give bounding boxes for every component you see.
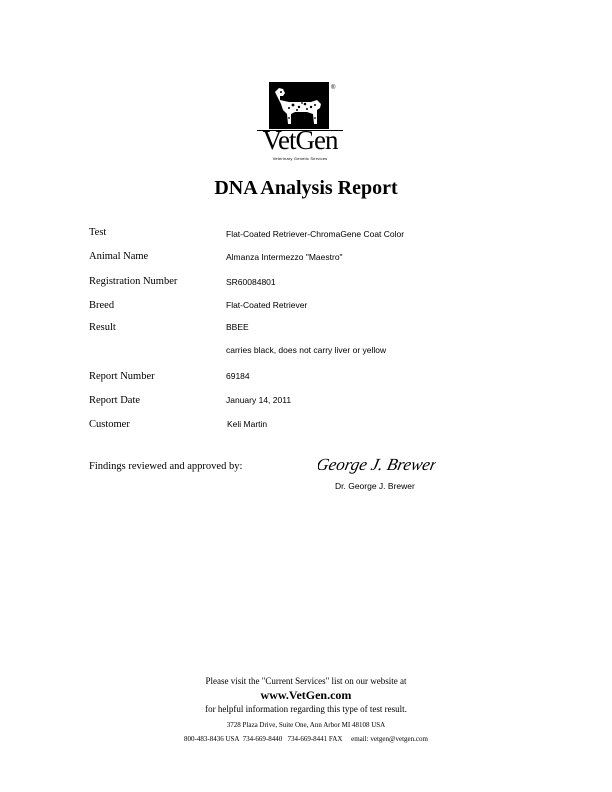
brand-name: VetGen <box>262 125 338 155</box>
result-value: BBEE <box>226 322 249 332</box>
footer-website[interactable]: www.VetGen.com <box>260 688 352 702</box>
signature-image <box>318 449 436 477</box>
result-note: carries black, does not carry liver or yellow <box>226 345 387 355</box>
registration-number-value: SR60084801 <box>226 277 276 287</box>
signer-name: Dr. George J. Brewer <box>335 481 415 491</box>
customer-value: Keli Martin <box>227 419 268 429</box>
report-number-label: Report Number <box>89 371 155 382</box>
footer-contact: 800-483-8436 USA 734-669-8440 734-669-8441 FAX email: vetgen@vetgen.com <box>184 735 428 743</box>
test-label: Test <box>89 227 107 238</box>
animal-name-label: Animal Name <box>89 251 149 262</box>
signature <box>318 449 436 477</box>
report-date-label: Report Date <box>89 395 141 406</box>
customer-label: Customer <box>89 419 130 430</box>
test-value: Flat-Coated Retriever-ChromaGene Coat Color <box>226 229 405 239</box>
dalmatian-dog-icon <box>245 80 355 130</box>
breed-value: Flat-Coated Retriever <box>226 300 308 310</box>
report-date-value: January 14, 2011 <box>226 395 292 405</box>
registered-mark: ® <box>331 85 336 91</box>
logo-tagline: Veterinary Genetic Services <box>272 156 328 161</box>
footer-line-3: for helpful information regarding this type of test result. <box>205 704 407 714</box>
report-title: DNA Analysis Report <box>214 177 398 199</box>
report-number-value: 69184 <box>226 371 250 381</box>
footer-address: 3728 Plaza Drive, Suite One, Ann Arbor MI 48108 USA <box>226 721 386 729</box>
breed-label: Breed <box>89 300 115 311</box>
svg-text:George J. Brewer: George J. Brewer <box>318 455 436 474</box>
footer-line-1: Please visit the "Current Services" list on our website at <box>205 676 407 686</box>
approval-text: Findings reviewed and approved by: <box>89 461 243 472</box>
registration-number-label: Registration Number <box>89 276 178 287</box>
animal-name-value: Almanza Intermezzo "Maestro" <box>226 252 343 262</box>
result-label: Result <box>89 322 116 333</box>
vetgen-logo <box>245 80 355 164</box>
